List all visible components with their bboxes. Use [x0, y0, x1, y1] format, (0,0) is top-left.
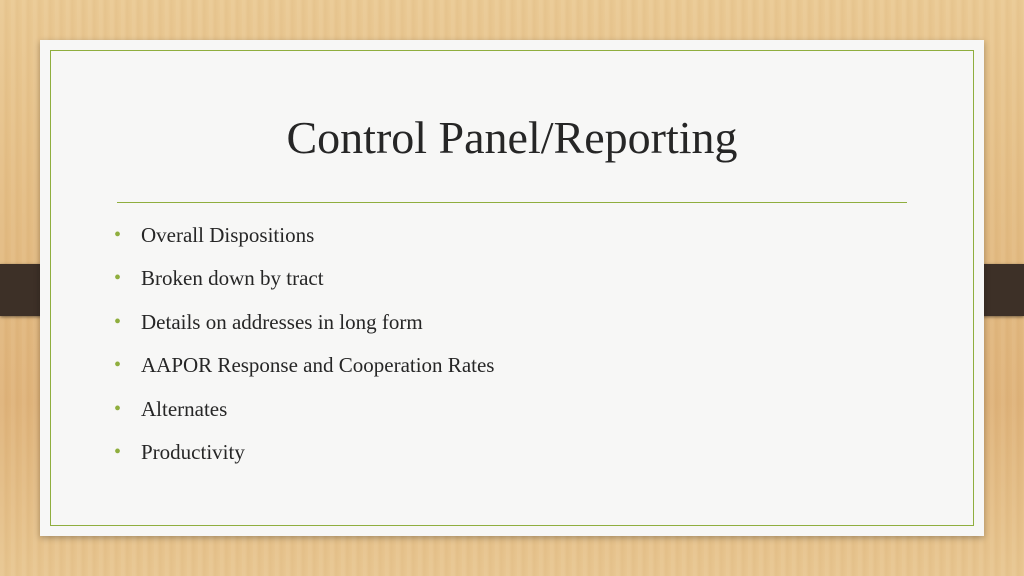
bullet-list — [114, 218, 494, 478]
bullet-icon: • — [114, 310, 122, 333]
bullet-item — [114, 261, 494, 304]
bullet-icon: • — [114, 354, 122, 377]
slide — [40, 40, 984, 536]
bullet-item — [114, 435, 494, 478]
bullet-item — [114, 218, 494, 261]
bullet-icon: • — [114, 440, 122, 463]
bullet-icon: • — [114, 397, 122, 420]
title-divider — [117, 202, 907, 203]
bullet-item — [114, 348, 494, 391]
bullet-text: Alternates — [141, 396, 228, 421]
bullet-item — [114, 392, 494, 435]
slide-title: Control Panel/Reporting — [286, 112, 738, 163]
bullet-item — [114, 305, 494, 348]
bullet-text: Details on addresses in long form — [141, 309, 423, 334]
bullet-text: AAPOR Response and Cooperation Rates — [141, 353, 495, 378]
bullet-text: Broken down by tract — [141, 266, 324, 291]
bullet-icon: • — [114, 267, 122, 290]
bullet-text: Productivity — [141, 439, 245, 464]
bullet-icon: • — [114, 224, 122, 246]
bullet-text: Overall Dispositions — [141, 223, 315, 247]
